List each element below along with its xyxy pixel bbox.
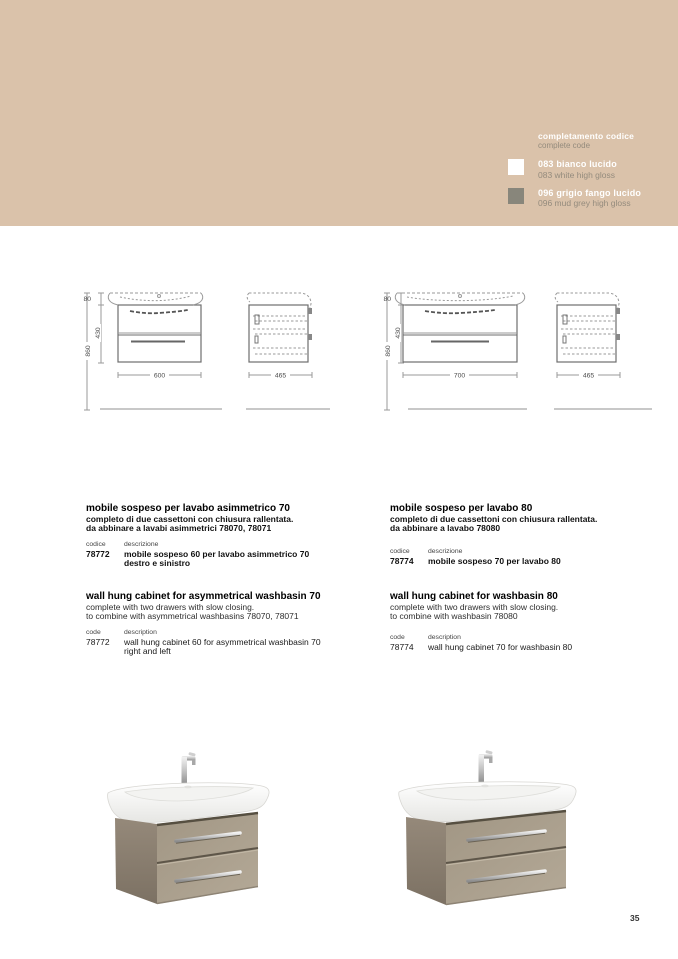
wall-bracket	[616, 308, 620, 314]
dim-top-height: 80	[383, 296, 391, 303]
product-subtitle-italian: completo di due cassettoni con chiusura rallentata.	[390, 513, 598, 524]
dim-front-width: 600	[153, 372, 166, 380]
code-description-line: wall hung cabinet 60 for asymmetrical washbasin 70	[124, 636, 321, 647]
code-table-header	[390, 548, 678, 555]
white-color-swatch	[508, 159, 524, 175]
dim-top-height: 80	[83, 296, 91, 303]
cabinet-side-panel	[406, 817, 446, 905]
product-photo-cabinet-80	[388, 743, 638, 928]
code-table-row	[86, 638, 386, 657]
dim-cabinet-height: 430	[95, 327, 102, 339]
code-description-line: mobile sospeso 70 per lavabo 80	[428, 555, 561, 566]
wall-bracket	[308, 308, 312, 314]
legend-item-white	[508, 159, 668, 180]
legend-label-italian: 083 bianco lucido	[538, 159, 617, 169]
color-code-legend	[508, 131, 668, 208]
product-title-italian: mobile sospeso per lavabo asimmetrico 70	[86, 503, 290, 514]
dim-total-height: 860	[385, 345, 392, 357]
drawing-svg	[73, 284, 363, 419]
product-title-english: wall hung cabinet for washbasin 80	[390, 591, 558, 602]
side-view	[247, 293, 312, 362]
faucet	[182, 752, 196, 785]
dim-cabinet-height: 430	[395, 327, 402, 339]
legend-header	[538, 131, 668, 151]
drawer-handle-line	[131, 341, 185, 343]
faucet	[479, 750, 493, 783]
legend-item-white-labels	[538, 159, 617, 180]
description-column-label: description	[428, 633, 461, 641]
product-70-english-block	[86, 591, 386, 657]
code-table-header	[86, 541, 386, 548]
product-title-italian: mobile sospeso per lavabo 80	[390, 503, 533, 514]
product-code-description	[428, 557, 678, 567]
cabinet-side-panel	[115, 818, 157, 904]
vanity-illustration	[93, 743, 343, 928]
legend-item-mud-grey	[508, 188, 668, 209]
side-view	[555, 293, 620, 362]
code-column-label: code	[86, 628, 101, 636]
drawer-handle-line	[431, 341, 489, 343]
description-column-label: descrizione	[428, 547, 463, 555]
product-subtitle-english: complete with two drawers with slow closing.	[86, 601, 255, 612]
product-80-english-block	[390, 591, 678, 652]
legend-label-english: 083 white high gloss	[538, 169, 616, 180]
wall-bracket	[308, 334, 312, 340]
code-column-label: codice	[86, 540, 106, 548]
product-code: 78772	[86, 548, 110, 559]
product-code: 78772	[86, 636, 110, 647]
product-subtitle-english: complete with two drawers with slow closing.	[390, 601, 559, 612]
code-table-header	[86, 629, 386, 636]
dim-front-width: 700	[453, 372, 466, 380]
header-band	[0, 0, 678, 226]
product-code: 78774	[390, 641, 414, 652]
product-code-description	[428, 643, 678, 653]
code-table-row	[390, 643, 678, 653]
description-column-label: descrizione	[124, 540, 159, 548]
product-code-description	[124, 550, 386, 569]
code-description-line: mobile sospeso 60 per lavabo asimmetrico 70	[124, 548, 310, 559]
code-table-row	[86, 550, 386, 569]
product-subtitle-italian: completo di due cassettoni con chiusura rallentata.	[86, 513, 294, 524]
technical-drawing-cabinet-80	[373, 284, 663, 419]
page-number: 35	[630, 913, 640, 923]
product-subtitle-italian: da abbinare a lavabi asimmetrici 78070, 78071	[86, 523, 272, 533]
wall-bracket	[616, 334, 620, 340]
dim-side-depth: 465	[274, 372, 287, 380]
cabinet-body	[406, 810, 566, 905]
code-table-header	[390, 634, 678, 641]
legend-title-english: complete code	[538, 141, 591, 150]
product-code: 78774	[390, 555, 414, 566]
legend-label-english: 096 mud grey high gloss	[538, 198, 631, 208]
product-title-english: wall hung cabinet for asymmetrical washbasin 70	[86, 591, 321, 602]
faucet-base-shadow	[184, 786, 192, 789]
product-80-italian-block	[390, 503, 678, 566]
product-70-italian-block	[86, 503, 386, 569]
code-description-line: right and left	[124, 646, 171, 656]
code-description-line: destro e sinistro	[124, 558, 191, 568]
product-code-description	[124, 638, 386, 657]
drawing-svg	[373, 284, 663, 419]
vanity-illustration	[388, 743, 638, 928]
legend-label-italian: 096 grigio fango lucido	[538, 187, 642, 198]
code-column-label: codice	[390, 547, 410, 555]
front-view	[108, 293, 202, 362]
product-subtitle-italian: da abbinare a lavabo 78080	[390, 523, 501, 533]
dim-total-height: 860	[85, 345, 92, 357]
product-subtitle-english: to combine with washbasin 78080	[390, 611, 518, 621]
code-description-line: wall hung cabinet 70 for washbasin 80	[428, 641, 573, 652]
technical-drawing-cabinet-70	[73, 284, 363, 419]
mud-grey-color-swatch	[508, 188, 524, 204]
description-column-label: description	[124, 628, 157, 636]
product-photo-cabinet-70	[93, 743, 343, 928]
dim-side-depth: 465	[582, 372, 595, 380]
code-table-row	[390, 557, 678, 567]
front-view	[395, 293, 524, 362]
legend-title-italian: completamento codice	[538, 131, 635, 141]
product-subtitle-english: to combine with asymmetrical washbasins 78070, 78071	[86, 611, 299, 621]
code-column-label: code	[390, 633, 405, 641]
legend-item-grey-labels	[538, 188, 641, 209]
cabinet-body	[115, 812, 258, 904]
faucet-base-shadow	[481, 785, 489, 788]
